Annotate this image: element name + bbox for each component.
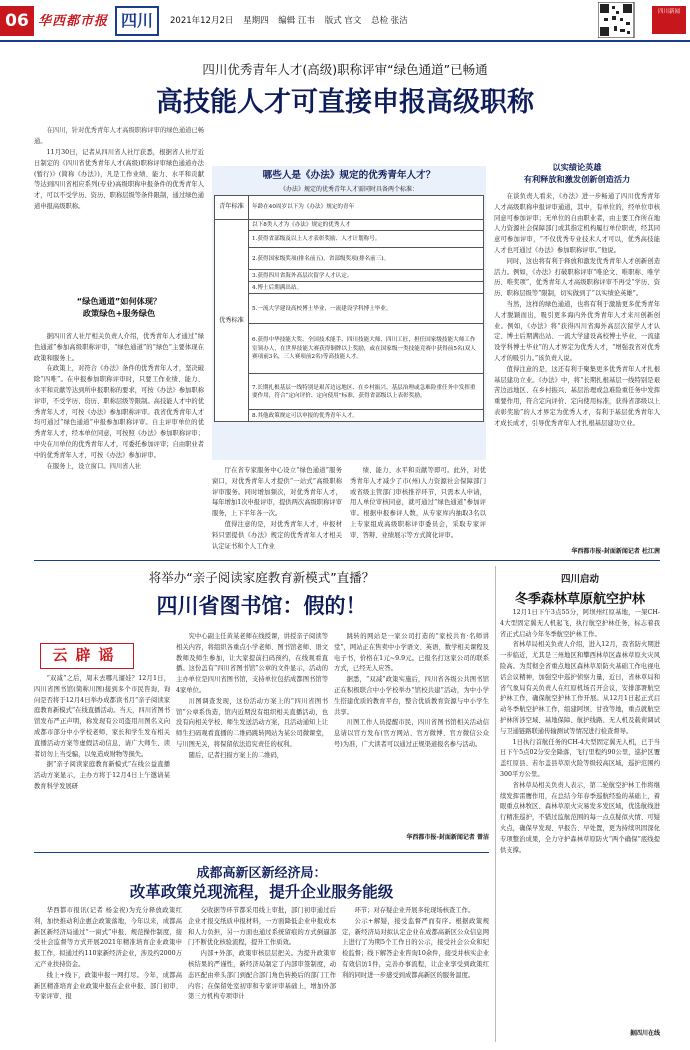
story2-column2: 究中心副主任黄某老师在线授课，讲授亲子阅读等相关内容，将组织各重点小学老师、图书馆老师、语文教师及师生参加，让大家提前扫码预约，在线观看直播。这份盖有“四川省图书馆”公章的文件显示，活动的主办单位是四川省图书馆，支持单位包括成都图书馆等4家单位。 川图调查发现，这份活动方案上的“四川省图书馆”公章系伪造，馆内近期没有组织相关直播活动，也没有向相关学校、师生发送活动方案，且活动通知上让师生扫码观看直播的二维码跳转网站为某公司微课堂，与川图无关，将保留依法追究责任的权利。 随后，记者扫描方案上的二维码，	[176, 633, 328, 759]
story2-credit: 华西都市报-封面新闻记者 曾洁	[406, 834, 489, 841]
section-divider	[34, 852, 489, 853]
section-divider	[34, 560, 660, 561]
table-cell: 3.获得四川省海外高层次留学人才认定。	[249, 270, 484, 282]
table-category-excellence: 优秀标准	[215, 220, 249, 422]
table-cell: 8.其他政策规定可以申报的优秀青年人才。	[249, 410, 484, 422]
table-cell: 4.博士后期满出站。	[249, 282, 484, 294]
story4-kicker: 成都高新区新经济局：	[196, 866, 327, 881]
masthead-rule	[0, 40, 690, 42]
qr-label: 四川新闻	[652, 6, 686, 34]
story1-subhead1: “绿色通道”如何体现？	[76, 296, 162, 306]
designer-credit: 版式 官文	[324, 16, 362, 26]
story3-headline: 冬季森林草原航空护林	[514, 592, 645, 607]
table-row	[215, 282, 484, 294]
story1-column1: 据四川省人社厅相关负责人介绍，优秀青年人才通过“绿色通道”参加高级职称评审，“绿色通道”的“绿色”主要体现在政策和服务上。 在政策上，对符合《办法》条件的优秀青年人才，坚决破除“四唯”。在申报参加职称评审时，只要工作业绩、能力、水平和贡献等达到所申报职称的要求，可按《办法》参加职称评审，不受学历、资历、职称层级等限制。高技能人才中的优秀青年人才，可按《办法》参加职称评审。我省优秀青年人才均可通过“绿色通道”申报参加职称评审。自主评审单位的优秀青年人才，经本单位同意，可按照《办法》参加职称评审；中央在川单位的优秀青年人才，可委托参加评审；自由职业者中的优秀青年人才，可按《办法》参加评审。 在服务上，设立窗口。四川省人社	[34, 333, 204, 470]
story1-subhead2: 以实绩论英雄	[552, 162, 602, 172]
story1-lead: 在四川，针对优秀青年人才高级职称评审的绿色通道已畅通。	[34, 127, 204, 145]
editor-credit: 编辑 江韦	[278, 16, 315, 26]
table-row	[215, 248, 484, 270]
rumor-busting-badge: 云辟谣	[40, 643, 134, 669]
table-cell: 7.长期扎根基层一线特别是艰苦边远地区、在乡村振兴、基层治理或急难险重任务中发挥重要作用，符合“定向评价、定向使用”标准，获得省部级以上表彰奖励。	[249, 374, 484, 410]
page-number: 06	[0, 6, 34, 36]
story1-headline: 高技能人才可直接申报高级职称	[156, 87, 534, 118]
story2-column1: “双减”之后，周末去哪儿遛娃？12月1日，四川省图书馆(简称川图)接到多个市民咨询，询问是否将于12月4日举办成都读书月“亲子阅读家庭教育新模式”在线直播活动。当天，四川省图书馆发布严正声明，称发现有公司盗用川图名义向成都市部分中小学校老师、家长和学生发布相关直播活动方案等虚假活动信息，请广大师生、读者切勿上当受骗，以免造成财物等损失。 据“亲子阅读家庭教育新模式”在线公益直播活动方案显示，主办方将于12月4日上午邀请某教育科学发展研	[34, 675, 170, 790]
story4-column2: 交收据等环节都采用线上审批，部门初审通过后企业才报交纸质申报材料，一方面降低企业申报成本和人力负担，另一方面也通过系统留痕的方式倒逼部门不断优化核验流程，提升工作质效。 内部+外部，政策审核层层把关。为提升政策审核结果的严谨性，新经济局制定了内部审签制度，动态匹配由牵头部门到配合部门角色转换后的部门工作内容；在保留处室初审和专家评审基础上，增加外部第三方机构专项审计	[188, 907, 336, 1001]
story1-subhead1b: 政策绿色+服务绿色	[82, 308, 156, 318]
story1-credit: 华西都市报-封面新闻记者 杜江茜	[571, 548, 660, 555]
table-cell: 年龄在40周岁以下为《办法》规定的青年	[249, 196, 484, 220]
table-cell: 6.获得中华技能大奖、全国技术能手、四川技能大师、四川工匠，担任国家级技能大师工作室领办人，在世界技能大赛获得铜牌以上奖励，或在国家级一类技能竞赛中获得前5名(双人赛项前3名，三人赛项前2名)等高技能人才。	[249, 324, 484, 374]
table-row	[215, 410, 484, 422]
story2-column3: 跳转的网站是一家公司打造的“家校共育·名师讲堂”，网站正在售卖中小学语文、英语、数学相关课程及电子书，价格在1元~9.9元。已报名打这家公司的联系方式，已经无人应答。 据悉，“双减”政策实施后，四川省各级公共图书馆正在积极联合中小学校举办“馆校共建”活动，为中小学生搭建优质的教育平台，整合优质教育资源与中小学生共享。 川图工作人员提醒市民，四川省图书馆相关活动信息请以官方发布(官方网站、官方微博、官方微信公众号)为准，广大读者可以通过正规渠道报名参与活动。	[334, 633, 489, 748]
story1-subhead2b: 有利释放和激发创新创造活力	[523, 174, 631, 184]
column-divider	[495, 566, 496, 1042]
table-cell: 1.获得省部级及以上人才表彰奖励、人才计划称号。	[249, 231, 484, 248]
qr-code-icon	[598, 2, 650, 38]
story1-intro: 11月30日，记者从四川省人社厅获悉，根据省人社厅近日制定的《四川省优秀青年人才(高级)职称评审绿色通道办法(暂行)》(简称《办法》)，凡是工作业绩、能力、水平和贡献等达到四川省相应系列(专业)高级职称申报条件的优秀青年人才，可以不受学历、资历、职称层级等条件限制，通过绿色通道申报高级职称。	[34, 149, 204, 210]
table-row	[215, 270, 484, 282]
table-cell: 以下8类人才为《办法》规定的优秀人才	[249, 220, 484, 231]
proofreader-credit: 总检 张洁	[371, 16, 408, 26]
story2-headline: 四川省图书馆：假的！	[156, 594, 367, 618]
story2-kicker: 将举办“亲子阅读家庭教育新模式”直播？	[148, 570, 375, 585]
story4-column1: 华西都市报讯(记者 杨金祝)为充分释放政策红利，加快推动利企惠企政策落地，今年以来，成都高新区新经济局通过“一窗式”申报、规范操作制度，接受社会监督等方式开展2021年精准培育企业政策申报工作，拟通过约110家新经济企业，涉及约2000万元产业扶持资金。 线上+线下，政策申报一网打尽。今年，成都高新区精准培育企业政策申报在企业申报、部门初审、专家评审、报	[34, 907, 182, 1001]
story1-column4: 在谈负责人看来，《办法》进一步畅通了四川优秀青年人才高级职称申报评审通道，其中，有单位的，经单位审核同意可参加评审；无单位的自由职业者，由主要工作所在地人力资源社会保障部门或其指定机构履行单位职责，经其同意可参加评审，“不仅优秀专业技术人才可以，优秀高技能人才也可通过《办法》参加职称评审。”他说。 同时，这也将有利于释放和激发优秀青年人才创新创造活力。例如，《办法》打破职称评审“唯论文、唯职称、唯学历、唯奖项”，优秀青年人才高级职称评审不再受“学历、资历、职称层级等”限制，切实做到了“以实绩论英雄”。 当然，这样的绿色通道，也将有利于激励更多优秀青年人才脱颖而出，吸引更多海内外优秀青年人才来川创新创业。例如，《办法》将“获得四川省海外高层次留学人才认定、博士后期满出站、一流大学建设高校博士毕业、一流建设学科博士毕业”的人才界定为优秀人才，“增强我省对优秀人才的吸引力。”该负责人说。 值得注意的是，这还有利于聚集更多优秀青年人才扎根基层建功立业。《办法》中，将“长期扎根基层一线特别是艰苦边远地区、在乡村振兴、基层治理或急难险重任务中发挥重要作用，符合定向评价、定向使用标准，获得省部级以上表彰奖励”的人才界定为优秀人才，有利于基层优秀青年人才成长成才，引导优秀青年人才扎根基层建功立业。	[494, 193, 660, 427]
story4-column3: 环节；对存疑企业开展多轮现场核查工作。 公示+解疑，接受监督严而有序。根据政策规定，新经济局对拟认定企业在成都高新区公众信息网上进行了为期5个工作日的公示，接受社会公众和纪检监督；线下解答企业咨询10余件，接受并核实企业有效信访1件，完善办事流程，让企业享受到政策红利的同时进一步感受到成都高新区的服务温度。	[342, 907, 489, 979]
criteria-subtitle: 《办法》规定的优秀青年人才需同时具备两个标准：	[279, 186, 418, 193]
criteria-question: 哪些人是《办法》规定的优秀青年人才？	[262, 170, 436, 181]
table-category-youth: 青年标准	[215, 196, 249, 220]
story3-kicker: 四川启动	[560, 574, 599, 585]
table-row	[215, 196, 484, 220]
story3-credit: 据四川在线	[629, 1030, 660, 1037]
table-cell: 5.一流大学建设高校博士毕业、一流建设学科博士毕业。	[249, 294, 484, 324]
table-row	[215, 374, 484, 410]
table-row	[215, 231, 484, 248]
story1-kicker: 四川优秀青年人才(高级)职称评审“绿色通道”已畅通	[202, 62, 488, 77]
story3-body: 12月1日下午3点55分，阿坝州红原基地，一架CH-4大型固定翼无人机起飞，执行航空护林任务，标志着我省正式启动今年冬季航空护林工作。 省林草局相关负责人介绍，进入12月，我省防火期进一步临近，尤其是三州地区和攀西林草区森林草原火灾风险高。为贯彻全省重点地区森林草原防火基础工作电视电话会议精神，加强空中巡护侦察力量，近日，省林草局和省气象局有关负责人在红原机场召开会议，安排部署航空护林工作，确保航空护林工作开展。从12月1日起正式启动冬季航空护林工作，组建阿坝、甘孜等地，重点就航空护林所涉空域、基地保障、航护线路、无人机及载荷调试与卫通链路联通传输测试等情况进行检查督导。 1日执行首航任务的CH-4大型固定翼无人机，已于当日下午5点02分安全降落，飞行里程约90公里，巡护区覆盖红原县、若尔盖县草原火险等级较高区域，巡护范围约300平方公里。 省林草局相关负责人表示，第二轮航空护林工作将继续发挥雷鹰作用，在总结今年春季巡航经验的基础上，着眼重点林牧区、森林草原火灾易发多发区域，优选航线进行精准巡护，不错过监航范围的每一点点疑似火情、可疑火点，确保早发现、早报告、早处置，更为持续巩固深化专项整治成果，全力守护森林草原防火“两个确保”底线提供支撑。	[500, 609, 660, 854]
issue-date: 2021年12月2日	[170, 16, 234, 26]
criteria-table	[214, 195, 484, 422]
table-row	[215, 294, 484, 324]
section-label: 四川	[115, 6, 159, 36]
table-row	[215, 324, 484, 374]
table-row	[215, 220, 484, 231]
issue-weekday: 星期四	[243, 16, 269, 26]
story1-column3: 绩、能力、水平和贡献等即可。此外，对优秀青年人才减少了市(州)人力资源社会保障部门或省级主管部门审核推荐环节，只需本人申请，用人单位审核同意，就可通过“绿色通道”参加评审。根据申报参评人数，从专家库内抽取3名以上专家组成高级职称评审委员会，采取专家评审、答辩、业绩展示等方式简化评审。	[350, 467, 486, 539]
newspaper-logo: 华西都市报	[38, 14, 109, 29]
date-bar	[170, 14, 415, 26]
story4-headline: 改革政策兑现流程，提升企业服务能级	[129, 883, 394, 901]
table-cell: 2.获得国家级奖项(排名前五)，省部级奖项(排名前三)。	[249, 248, 484, 270]
story1-column2: 厅在省专家服务中心设立“绿色通道”服务窗口，对优秀青年人才提供“一站式”高级职称评审服务。同时增加频次，对优秀青年人才，每年增加1次申报评审，提供两次高级职称评审服务，上下半年各一次。 值得注意的是，对优秀青年人才，申报材料只需提供《办法》规定的优秀青年人才相关认定证书和个人工作业	[212, 467, 342, 550]
